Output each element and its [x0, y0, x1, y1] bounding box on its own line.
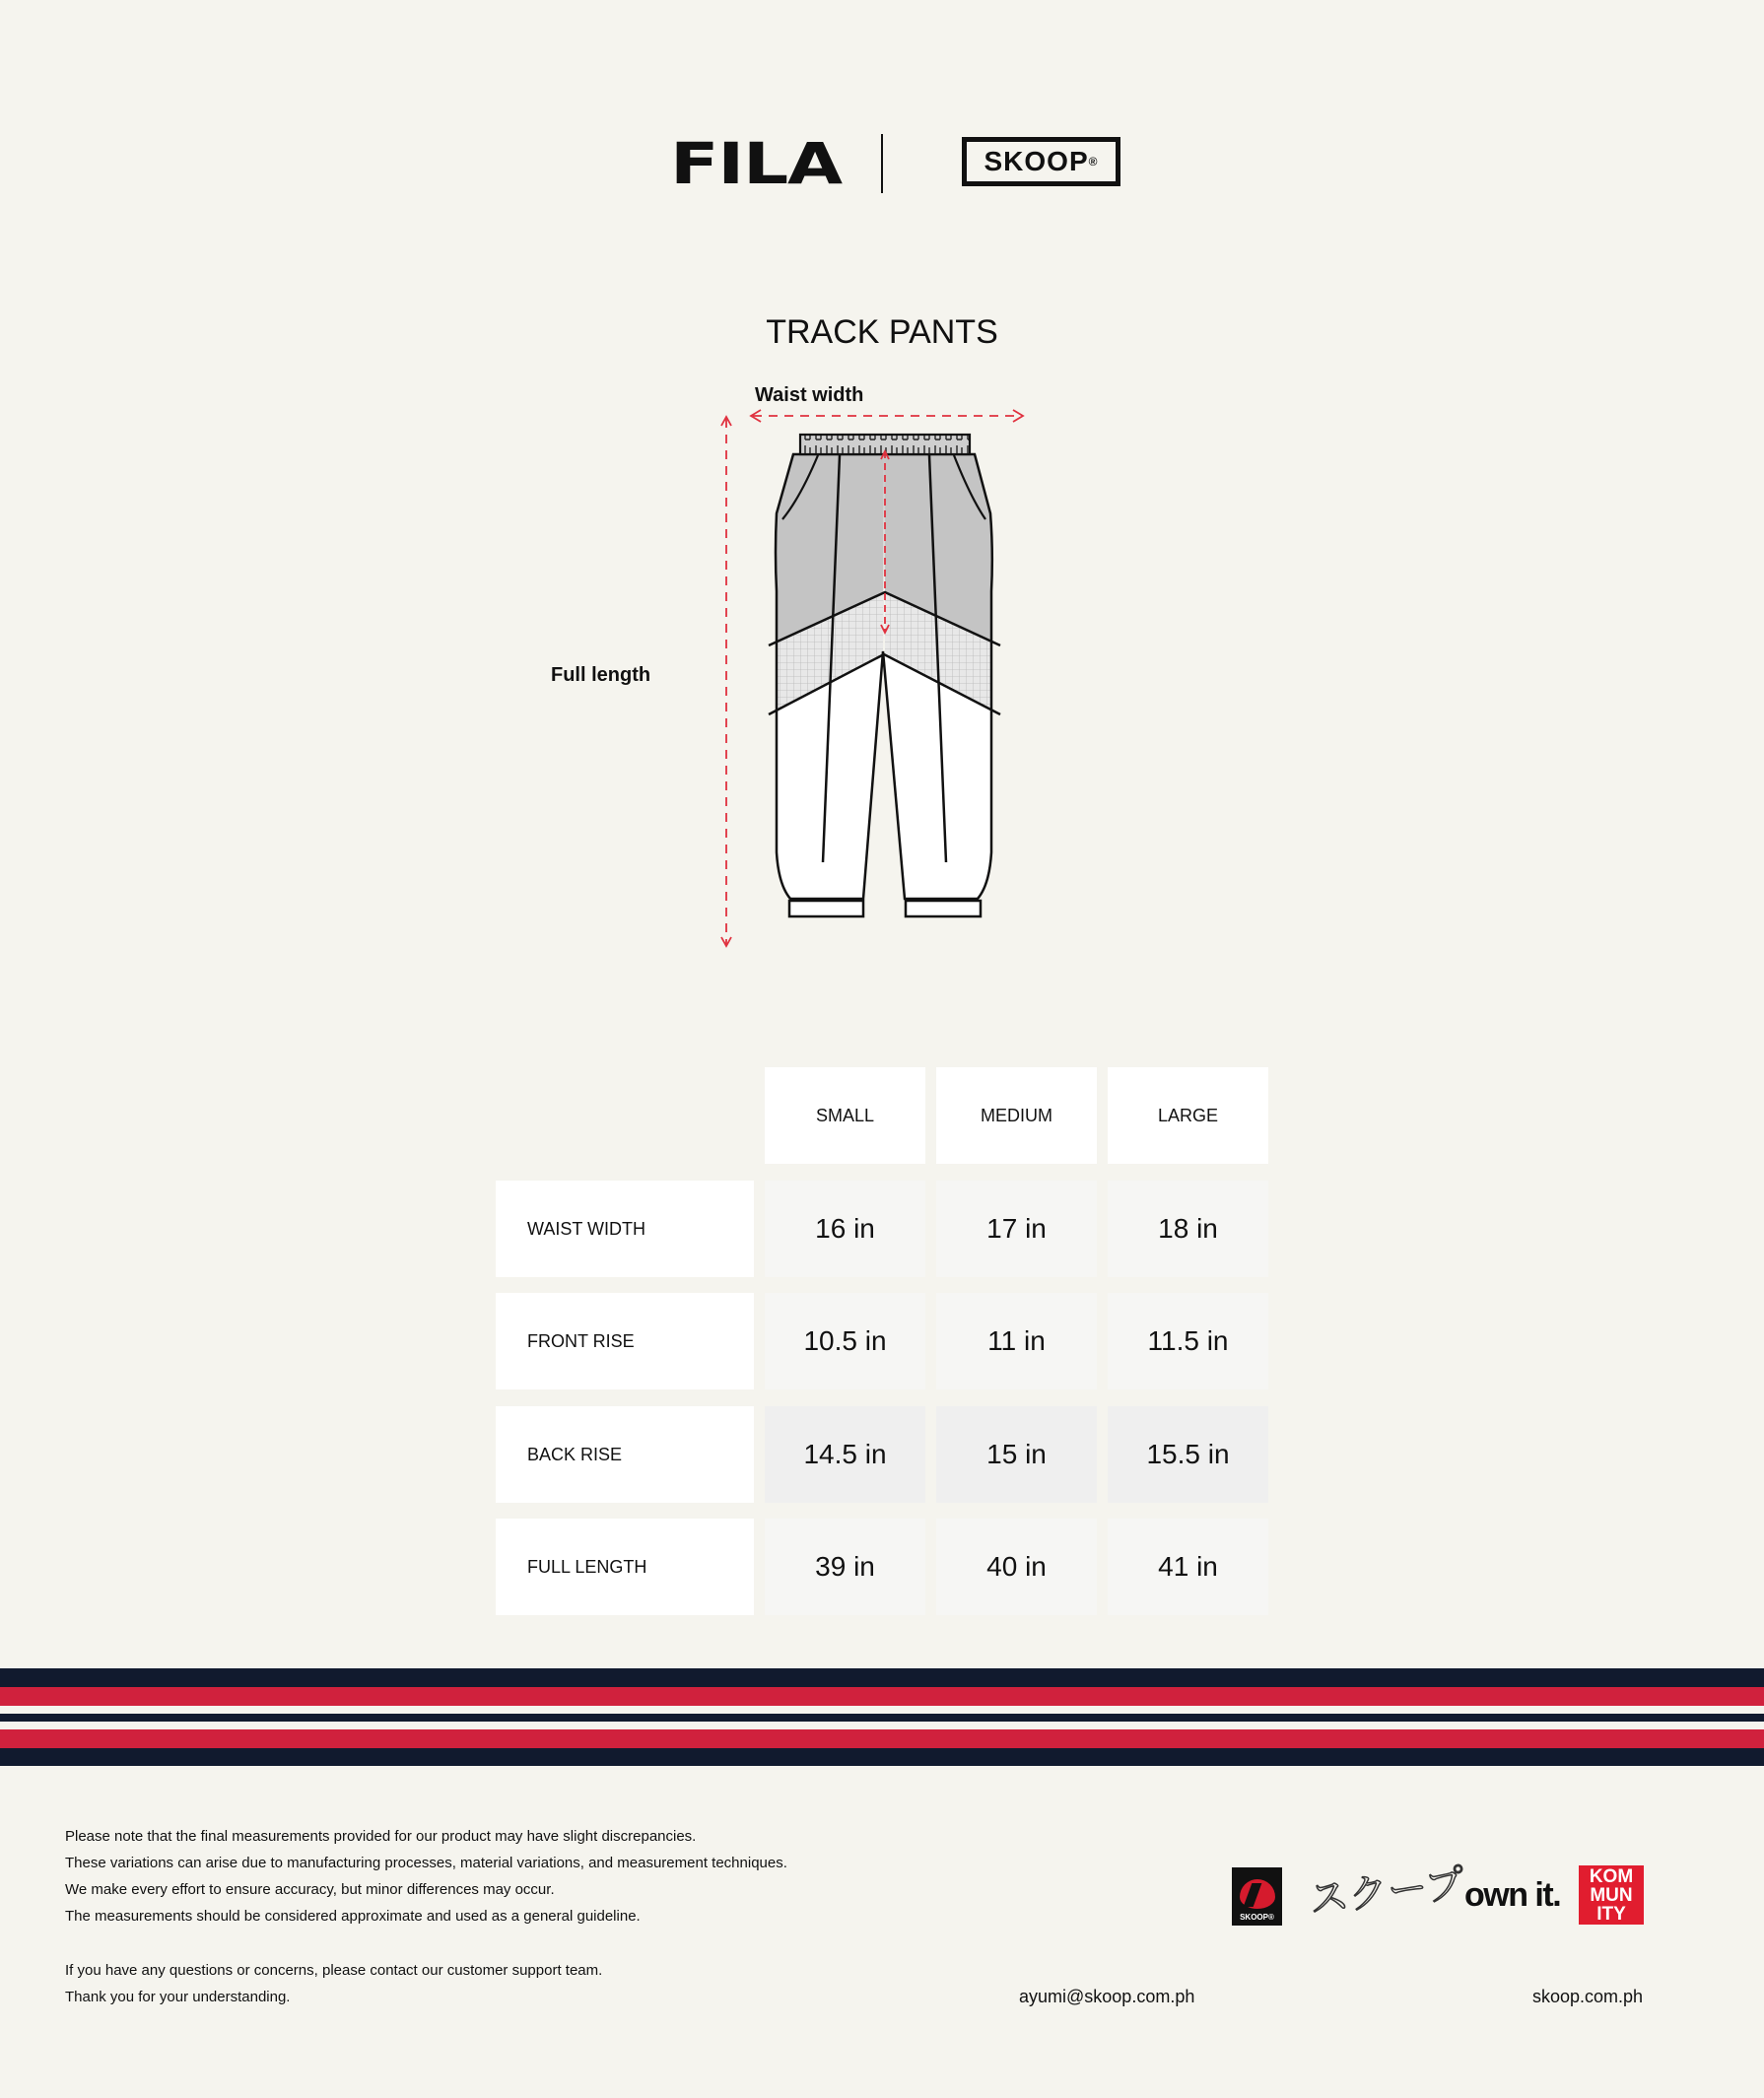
- kommunity-line: KOM: [1589, 1866, 1634, 1887]
- skoop-emblem-text: SKOOP®: [1240, 1913, 1274, 1922]
- support-line: If you have any questions or concerns, please contact our customer support team.: [65, 1962, 603, 1979]
- skoop-registered-mark: ®: [1088, 155, 1099, 169]
- size-header-large: LARGE: [1108, 1067, 1268, 1164]
- row-label-full-length: FULL LENGTH: [496, 1519, 754, 1615]
- support-line: Thank you for your understanding.: [65, 1989, 291, 2005]
- disclaimer-notes: [65, 1823, 787, 1929]
- note-line: The measurements should be considered approximate and used as a general guideline.: [65, 1908, 641, 1925]
- table-cell: 16 in: [765, 1181, 925, 1277]
- row-label-front-rise: FRONT RISE: [496, 1293, 754, 1389]
- table-cell: 40 in: [936, 1519, 1097, 1615]
- stripe-red: [0, 1687, 1764, 1706]
- skoop-emblem-icon: [1240, 1879, 1275, 1909]
- table-cell: 18 in: [1108, 1181, 1268, 1277]
- note-line: Please note that the final measurements provided for our product may have slight discrepancies.: [65, 1828, 697, 1845]
- track-pants-illustration: [0, 0, 1764, 985]
- full-length-label: Full length: [551, 664, 651, 686]
- stripe-navy: [0, 1748, 1764, 1766]
- stripe-red: [0, 1729, 1764, 1748]
- row-label-waist-width: WAIST WIDTH: [496, 1181, 754, 1277]
- stripe-navy: [0, 1714, 1764, 1722]
- stripe-navy: [0, 1668, 1764, 1687]
- skoop-emblem-logo: [1232, 1867, 1282, 1926]
- table-cell: 11.5 in: [1108, 1293, 1268, 1389]
- size-header-small: SMALL: [765, 1067, 925, 1164]
- kommunity-logo: [1579, 1865, 1644, 1925]
- table-cell: 10.5 in: [765, 1293, 925, 1389]
- note-line: We make every effort to ensure accuracy, but minor differences may occur.: [65, 1881, 555, 1898]
- skoop-logo-text: SKOOP: [984, 146, 1089, 176]
- own-it-logo: own it.: [1464, 1876, 1561, 1914]
- fila-logo: FILA: [670, 130, 842, 197]
- waist-width-label: Waist width: [755, 384, 864, 406]
- kommunity-line: MUN: [1590, 1885, 1633, 1906]
- left-cuff: [789, 901, 863, 916]
- table-cell: 41 in: [1108, 1519, 1268, 1615]
- table-cell: 15.5 in: [1108, 1406, 1268, 1503]
- skoop-japanese-logo: スクープ: [1307, 1861, 1467, 1923]
- support-notes: [65, 1957, 602, 2010]
- right-cuff: [906, 901, 981, 916]
- table-cell: 11 in: [936, 1293, 1097, 1389]
- website-link[interactable]: skoop.com.ph: [1532, 1987, 1644, 2006]
- table-cell: 14.5 in: [765, 1406, 925, 1503]
- support-email[interactable]: ayumi@skoop.com.ph: [1019, 1987, 1195, 2006]
- size-header-medium: MEDIUM: [936, 1067, 1097, 1164]
- table-cell: 15 in: [936, 1406, 1097, 1503]
- table-cell: 17 in: [936, 1181, 1097, 1277]
- note-line: These variations can arise due to manufacturing processes, material variations, and measurement techniques.: [65, 1855, 787, 1871]
- table-cell: 39 in: [765, 1519, 925, 1615]
- product-title: TRACK PANTS: [766, 313, 998, 351]
- row-label-back-rise: BACK RISE: [496, 1406, 754, 1503]
- kommunity-line: ITY: [1596, 1904, 1626, 1925]
